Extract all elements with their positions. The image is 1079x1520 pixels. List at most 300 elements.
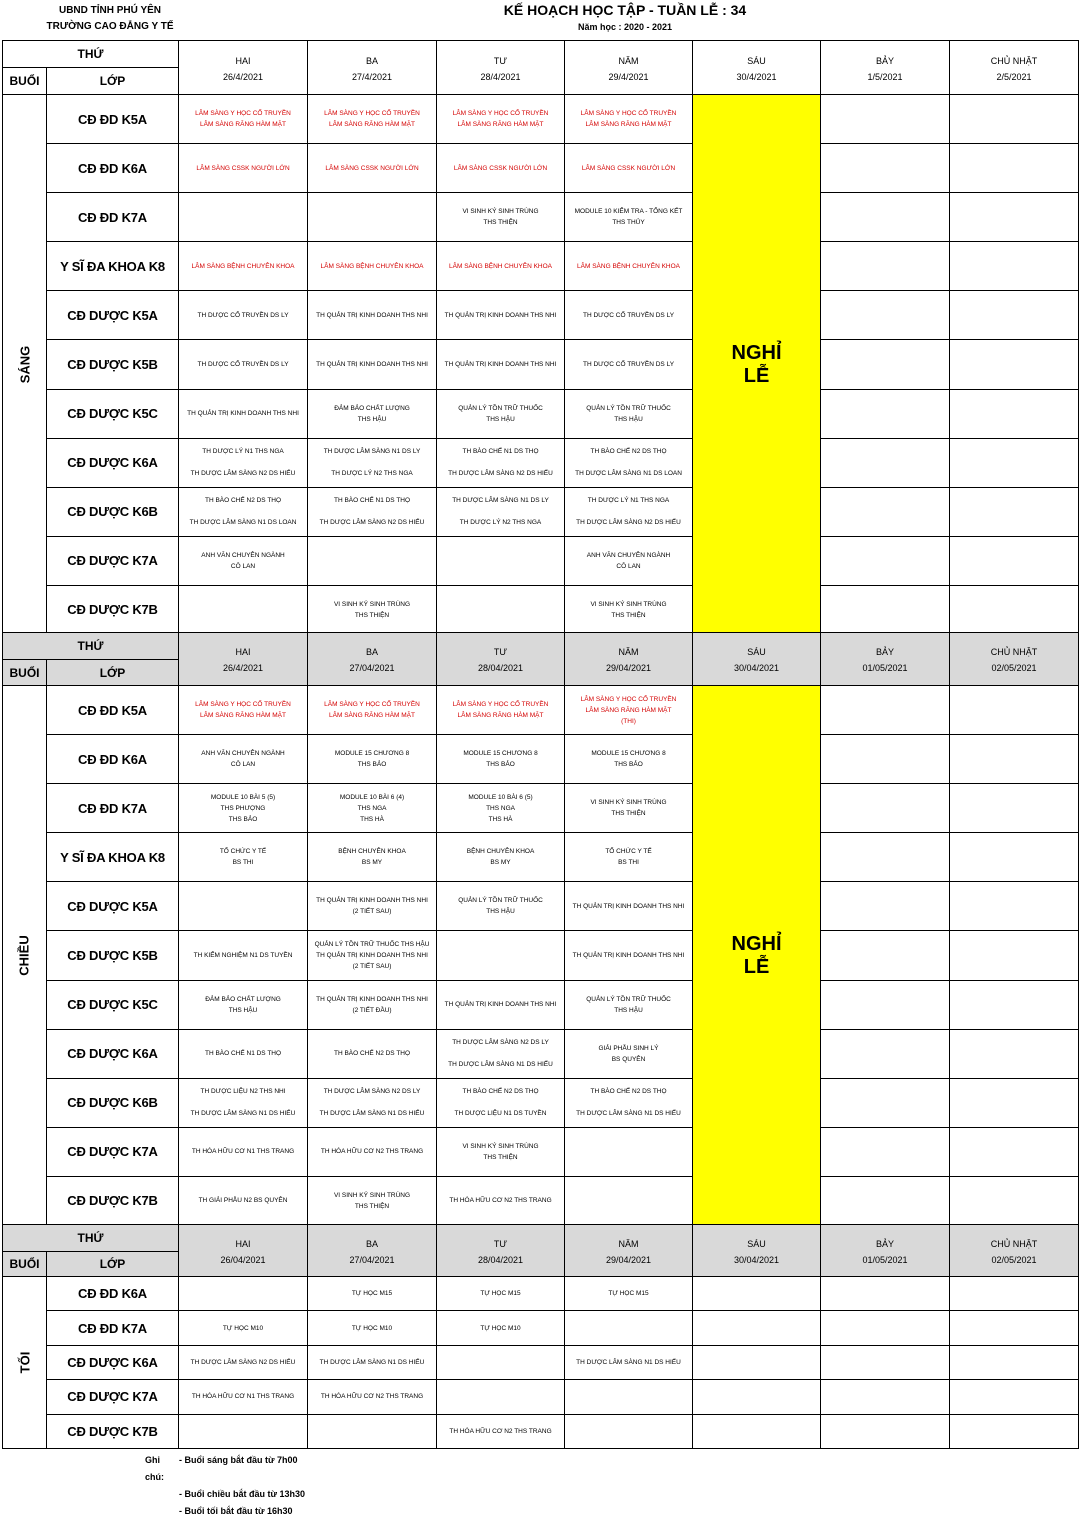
day-date: 02/05/2021	[991, 663, 1037, 673]
schedule-cell: TH BÀO CHẾ N2 DS THỌ TH DƯỢC LÂM SÀNG N1 DS LOAN	[179, 487, 308, 536]
table-row	[3, 536, 1079, 585]
schedule-cell: GIẢI PHẪU SINH LÝ BS QUYÊN	[565, 1029, 693, 1078]
schedule-cell: LÂM SÀNG CSSK NGƯỜI LỚN	[437, 144, 565, 193]
schedule-cell: LÂM SÀNG BỆNH CHUYÊN KHOA	[179, 242, 308, 291]
table-row	[3, 1078, 1079, 1127]
schedule-cell	[821, 1345, 950, 1379]
schedule-cell: MODULE 15 CHƯƠNG 8 THS BẢO	[308, 735, 437, 784]
class-name: CĐ ĐD K6A	[47, 735, 179, 784]
schedule-cell: LÂM SÀNG Y HỌC CỔ TRUYỀN LÂM SÀNG RĂNG HÀM MẶT	[437, 686, 565, 735]
schedule-cell	[821, 1277, 950, 1311]
schedule-cell	[950, 340, 1079, 389]
day-date: 27/04/2021	[349, 663, 395, 673]
class-name: CĐ ĐD K7A	[47, 1311, 179, 1345]
class-name: CĐ DƯỢC K7B	[47, 1414, 179, 1448]
org-line-1: UBND TỈNH PHÚ YÊN	[58, 5, 162, 16]
schedule-cell: VI SINH KÝ SINH TRÙNG THS THIỆN	[308, 1176, 437, 1225]
schedule-cell: TH BÀO CHẾ N2 DS THỌ	[308, 1029, 437, 1078]
schedule-cell: MODULE 10 BÀI 5 (5) THS PHƯỢNG THS BẢO	[179, 784, 308, 833]
schedule-cell	[950, 784, 1079, 833]
day-name: BA	[366, 55, 379, 66]
table-row	[3, 882, 1079, 931]
day-name: BA	[366, 647, 379, 657]
schedule-cell: MODULE 10 BÀI 6 (5) THS NGA THS HÀ	[437, 784, 565, 833]
day-date: 30/04/2021	[733, 1254, 780, 1265]
class-name: CĐ DƯỢC K7B	[47, 1176, 179, 1225]
schedule-cell: TH QUẢN TRỊ KINH DOANH THS NHI	[565, 882, 693, 931]
schedule-cell	[821, 1414, 950, 1448]
day-name: HAI	[235, 55, 251, 66]
schedule-cell	[950, 144, 1079, 193]
day-header	[179, 1225, 308, 1277]
session-label	[3, 1277, 47, 1449]
table-row	[3, 1380, 1079, 1414]
schedule-cell	[308, 193, 437, 242]
schedule-cell: TH QUẢN TRỊ KINH DOANH THS NHI	[437, 340, 565, 389]
holiday-text-bottom: LỄ	[743, 955, 770, 978]
schedule-cell	[950, 536, 1079, 585]
day-name: HAI	[235, 647, 251, 657]
table-row	[3, 438, 1079, 487]
schedule-table-toi	[2, 1224, 1079, 1449]
class-name: CĐ DƯỢC K5B	[47, 340, 179, 389]
schedule-cell	[950, 686, 1079, 735]
schedule-cell: TH DƯỢC LÂM SÀNG N1 DS HIẾU	[565, 1345, 693, 1379]
day-header	[565, 41, 693, 95]
table-row	[3, 585, 1079, 634]
schedule-cell	[821, 291, 950, 340]
schedule-cell: MODULE 15 CHƯƠNG 8 THS BẢO	[437, 735, 565, 784]
table-row	[3, 686, 1079, 735]
schedule-cell	[179, 882, 308, 931]
class-name: CĐ ĐD K7A	[47, 193, 179, 242]
day-date: 26/4/2021	[222, 71, 264, 82]
session-name: SÁNG	[17, 345, 32, 384]
schedule-cell: LÂM SÀNG Y HỌC CỔ TRUYỀN LÂM SÀNG RĂNG HÀM MẶT	[308, 95, 437, 144]
schedule-cell	[950, 1345, 1079, 1379]
note-line	[145, 1486, 305, 1503]
document-header	[0, 0, 1078, 40]
class-name: Y SĨ ĐA KHOA K8	[47, 833, 179, 882]
schedule-cell: LÂM SÀNG BỆNH CHUYÊN KHOA	[308, 242, 437, 291]
class-name: CĐ ĐD K5A	[47, 95, 179, 144]
schedule-cell	[179, 585, 308, 634]
schedule-cell	[821, 686, 950, 735]
schedule-cell: VI SINH KÝ SINH TRÙNG THS THIỆN	[565, 585, 693, 634]
schedule-cell: TH DƯỢC LÂM SÀNG N1 DS HIẾU	[308, 1345, 437, 1379]
day-header	[565, 633, 693, 686]
table-row	[3, 735, 1079, 784]
table-row	[3, 980, 1079, 1029]
schedule-cell: TH DƯỢC LÂM SÀNG N2 DS LY TH DƯỢC LÂM SÀNG N1 DS HIẾU	[308, 1078, 437, 1127]
schedule-cell: ĐẢM BẢO CHẤT LƯỢNG THS HẬU	[308, 389, 437, 438]
schedule-cell	[821, 438, 950, 487]
schedule-cell	[821, 735, 950, 784]
schedule-table-sang	[2, 40, 1079, 635]
class-name: CĐ DƯỢC K7A	[47, 536, 179, 585]
schedule-cell	[821, 980, 950, 1029]
day-header	[308, 41, 437, 95]
schedule-cell: TH HÓA HỮU CƠ N2 THS TRANG	[437, 1176, 565, 1225]
schedule-cell: VI SINH KÝ SINH TRÙNG THS THIỆN	[565, 784, 693, 833]
thu-label: THỨ	[3, 1225, 179, 1252]
day-header	[308, 633, 437, 686]
class-name: CĐ DƯỢC K5C	[47, 389, 179, 438]
class-name: CĐ DƯỢC K6B	[47, 487, 179, 536]
schedule-cell	[950, 1029, 1079, 1078]
schedule-cell: TỰ HỌC M15	[437, 1277, 565, 1311]
note-text: - Buổi tối bắt đầu từ 16h30	[179, 1506, 293, 1516]
schedule-cell	[950, 1078, 1079, 1127]
table-row	[3, 340, 1079, 389]
class-name: CĐ ĐD K6A	[47, 1277, 179, 1311]
day-date: 1/5/2021	[867, 71, 903, 82]
schedule-cell: TH DƯỢC LIỆU N2 THS NHI TH DƯỢC LÂM SÀNG N1 DS HIẾU	[179, 1078, 308, 1127]
day-date: 27/04/2021	[349, 1254, 395, 1265]
day-name: SÁU	[747, 647, 766, 657]
day-date: 28/4/2021	[480, 71, 521, 82]
schedule-cell	[950, 438, 1079, 487]
thu-label: THỨ	[3, 633, 179, 660]
schedule-cell	[565, 1380, 693, 1414]
day-date: 30/4/2021	[736, 71, 777, 82]
day-name: SÁU	[747, 55, 766, 66]
session-name: CHIỀU	[16, 935, 32, 976]
class-name: CĐ DƯỢC K6B	[47, 1078, 179, 1127]
schedule-cell	[821, 95, 950, 144]
schedule-cell: TH DƯỢC CỔ TRUYỀN DS LY	[565, 340, 693, 389]
schedule-cell	[821, 389, 950, 438]
schedule-cell: TH DƯỢC LÂM SÀNG N1 DS LY TH DƯỢC LÝ N2 THS NGA	[437, 487, 565, 536]
schedule-cell	[821, 1311, 950, 1345]
schedule-cell	[437, 585, 565, 634]
note-line	[145, 1503, 305, 1520]
schedule-cell: MODULE 15 CHƯƠNG 8 THS BẢO	[565, 735, 693, 784]
schedule-cell	[565, 1127, 693, 1176]
schedule-cell	[179, 1414, 308, 1448]
class-name: CĐ ĐD K6A	[47, 144, 179, 193]
schedule-cell	[950, 1277, 1079, 1311]
schedule-cell: TH QUẢN TRỊ KINH DOANH THS NHI (2 TIẾT ĐẦU)	[308, 980, 437, 1029]
day-header	[437, 1225, 565, 1277]
schedule-cell	[950, 1176, 1079, 1225]
schedule-cell: TỔ CHỨC Y TẾ BS THI	[179, 833, 308, 882]
schedule-cell	[950, 95, 1079, 144]
schedule-cell: VI SINH KÝ SINH TRÙNG THS THIỆN	[437, 193, 565, 242]
schedule-cell	[821, 882, 950, 931]
schedule-cell: TH BÀO CHẾ N1 DS THỌ	[179, 1029, 308, 1078]
schedule-cell: TH BÀO CHẾ N2 DS THỌ TH DƯỢC LIỆU N1 DS TUYỀN	[437, 1078, 565, 1127]
day-header	[821, 1225, 950, 1277]
note-line	[145, 1452, 305, 1486]
class-name: CĐ DƯỢC K5A	[47, 882, 179, 931]
schedule-cell	[950, 1311, 1079, 1345]
schedule-cell: QUẢN LÝ TỒN TRỮ THUỐC THS HẬU TH QUẢN TRỊ KINH DOANH THS NHI (2 TIẾT SAU)	[308, 931, 437, 980]
day-date: 30/04/2021	[733, 663, 780, 673]
schedule-cell	[821, 585, 950, 634]
schedule-cell	[950, 980, 1079, 1029]
schedule-cell: QUẢN LÝ TỒN TRỮ THUỐC THS HẬU	[565, 389, 693, 438]
table-row	[3, 144, 1079, 193]
schedule-table-chieu	[2, 632, 1079, 1226]
schedule-cell	[950, 291, 1079, 340]
table-row	[3, 1029, 1079, 1078]
table-row	[3, 193, 1079, 242]
page-title: KẾ HOẠCH HỌC TẬP - TUẦN LỄ : 34	[503, 2, 747, 18]
day-header	[950, 1225, 1079, 1277]
schedule-cell: LÂM SÀNG Y HỌC CỔ TRUYỀN LÂM SÀNG RĂNG HÀM MẶT	[437, 95, 565, 144]
schedule-cell	[693, 1277, 821, 1311]
class-name: CĐ DƯỢC K5B	[47, 931, 179, 980]
schedule-cell	[821, 193, 950, 242]
day-name: HAI	[235, 1238, 251, 1249]
schedule-cell: TH QUẢN TRỊ KINH DOANH THS NHI	[437, 291, 565, 340]
schedule-cell	[437, 931, 565, 980]
schedule-cell	[308, 536, 437, 585]
schedule-cell	[950, 487, 1079, 536]
schedule-cell: LÂM SÀNG CSSK NGƯỜI LỚN	[565, 144, 693, 193]
schedule-cell: TH DƯỢC LÂM SÀNG N2 DS LY TH DƯỢC LÂM SÀNG N1 DS HIẾU	[437, 1029, 565, 1078]
table-row	[3, 95, 1079, 144]
day-name: NĂM	[618, 55, 639, 66]
schedule-cell	[821, 144, 950, 193]
schedule-cell	[821, 487, 950, 536]
day-header	[693, 1225, 821, 1277]
day-date: 01/05/2021	[862, 663, 908, 673]
org-line-2: TRƯỜNG CAO ĐẲNG Y TẾ	[46, 21, 174, 32]
schedule-cell: QUẢN LÝ TỒN TRỮ THUỐC THS HẬU	[437, 882, 565, 931]
schedule-cell	[950, 833, 1079, 882]
schedule-cell	[437, 1345, 565, 1379]
schedule-cell: TH HÓA HỮU CƠ N1 THS TRANG	[179, 1127, 308, 1176]
schedule-cell: TH DƯỢC CỔ TRUYỀN DS LY	[179, 340, 308, 389]
schedule-cell: TH BÀO CHẾ N1 DS THỌ TH DƯỢC LÂM SÀNG N2 DS HIẾU	[308, 487, 437, 536]
schedule-cell: TH GIẢI PHẪU N2 BS QUYÊN	[179, 1176, 308, 1225]
schedule-cell: MODULE 10 KIỂM TRA - TỔNG KẾT THS THỦY	[565, 193, 693, 242]
schedule-cell	[950, 882, 1079, 931]
day-name: TƯ	[493, 1238, 508, 1249]
schedule-cell	[950, 193, 1079, 242]
schedule-cell	[821, 1029, 950, 1078]
holiday-text-top: NGHỈ	[731, 932, 782, 955]
schedule-cell: TH HÓA HỮU CƠ N2 THS TRANG	[308, 1380, 437, 1414]
schedule-cell: TH QUẢN TRỊ KINH DOANH THS NHI	[308, 291, 437, 340]
schedule-cell: TH DƯỢC LÝ N1 THS NGA TH DƯỢC LÂM SÀNG N2 DS HIẾU	[565, 487, 693, 536]
schedule-cell	[950, 242, 1079, 291]
schedule-cell	[950, 931, 1079, 980]
session-label	[3, 686, 47, 1226]
day-header	[693, 41, 821, 95]
class-name: CĐ ĐD K7A	[47, 784, 179, 833]
schedule-cell: QUẢN LÝ TỒN TRỮ THUỐC THS HẬU	[565, 980, 693, 1029]
school-year: Năm học : 2020 - 2021	[577, 22, 673, 32]
schedule-cell	[821, 1127, 950, 1176]
schedule-cell: LÂM SÀNG CSSK NGƯỜI LỚN	[308, 144, 437, 193]
day-name: SÁU	[747, 1238, 766, 1249]
day-date: 2/5/2021	[996, 71, 1032, 82]
class-name: CĐ DƯỢC K5A	[47, 291, 179, 340]
day-date: 26/04/2021	[220, 1254, 266, 1265]
class-name: CĐ DƯỢC K5C	[47, 980, 179, 1029]
schedule-cell	[821, 833, 950, 882]
table-row	[3, 931, 1079, 980]
day-name: CHỦ NHẬT	[990, 647, 1038, 657]
day-header	[950, 41, 1079, 95]
schedule-cell: LÂM SÀNG Y HỌC CỔ TRUYỀN LÂM SÀNG RĂNG HÀM MẶT	[308, 686, 437, 735]
schedule-cell	[693, 1311, 821, 1345]
schedule-cell: ĐẢM BẢO CHẤT LƯỢNG THS HẬU	[179, 980, 308, 1029]
table-row	[3, 1311, 1079, 1345]
day-header	[821, 633, 950, 686]
schedule-cell	[950, 1127, 1079, 1176]
schedule-cell	[179, 1277, 308, 1311]
table-row	[3, 389, 1079, 438]
schedule-cell	[437, 536, 565, 585]
day-date: 02/05/2021	[991, 1254, 1037, 1265]
day-date: 26/4/2021	[222, 663, 264, 673]
day-name: BẢY	[876, 647, 895, 657]
schedule-cell: LÂM SÀNG BỆNH CHUYÊN KHOA	[437, 242, 565, 291]
schedule-cell	[950, 1380, 1079, 1414]
day-name: NĂM	[618, 1238, 639, 1249]
schedule-cell	[821, 931, 950, 980]
schedule-cell: VI SINH KÝ SINH TRÙNG THS THIỆN	[437, 1127, 565, 1176]
day-name: BẢY	[876, 55, 895, 66]
schedule-cell: TH QUẢN TRỊ KINH DOANH THS NHI	[437, 980, 565, 1029]
schedule-cell: TH HÓA HỮU CƠ N2 THS TRANG	[437, 1414, 565, 1448]
schedule-cell	[821, 536, 950, 585]
notes-label: Ghi chú:	[145, 1455, 164, 1482]
schedule-cell: TH KIỂM NGHIỆM N1 DS TUYỀN	[179, 931, 308, 980]
class-name: CĐ ĐD K5A	[47, 686, 179, 735]
note-text: - Buổi sáng bắt đầu từ 7h00	[179, 1455, 298, 1465]
class-name: Y SĨ ĐA KHOA K8	[47, 242, 179, 291]
table-row	[3, 833, 1079, 882]
buoi-label: BUỔI	[3, 660, 47, 686]
day-header	[179, 41, 308, 95]
table-row	[3, 1345, 1079, 1379]
schedule-cell: MODULE 10 BÀI 6 (4) THS NGA THS HÀ	[308, 784, 437, 833]
schedule-cell	[950, 735, 1079, 784]
schedule-cell	[565, 1311, 693, 1345]
schedule-cell: TH DƯỢC LÂM SÀNG N1 DS LY TH DƯỢC LÝ N2 THS NGA	[308, 438, 437, 487]
day-date: 28/04/2021	[477, 1254, 524, 1265]
schedule-cell: TH HÓA HỮU CƠ N1 THS TRANG	[179, 1380, 308, 1414]
class-name: CĐ DƯỢC K7B	[47, 585, 179, 634]
day-date: 27/4/2021	[351, 71, 393, 82]
schedule-cell: LÂM SÀNG Y HỌC CỔ TRUYỀN LÂM SÀNG RĂNG HÀM MẶT (THI)	[565, 686, 693, 735]
day-name: CHỦ NHẬT	[990, 1238, 1038, 1249]
day-name: CHỦ NHẬT	[990, 55, 1038, 66]
day-name: NĂM	[618, 647, 639, 657]
schedule-cell	[693, 1345, 821, 1379]
class-name: CĐ DƯỢC K6A	[47, 438, 179, 487]
lop-label: LỚP	[47, 68, 179, 95]
schedule-cell: TH QUẢN TRỊ KINH DOANH THS NHI (2 TIẾT SAU)	[308, 882, 437, 931]
day-header	[565, 1225, 693, 1277]
schedule-cell: TH QUẢN TRỊ KINH DOANH THS NHI	[179, 389, 308, 438]
day-header	[693, 633, 821, 686]
buoi-label: BUỔI	[3, 1252, 47, 1277]
day-header	[437, 633, 565, 686]
schedule-cell: TH DƯỢC LÝ N1 THS NGA TH DƯỢC LÂM SÀNG N2 DS HIẾU	[179, 438, 308, 487]
day-header	[437, 41, 565, 95]
schedule-cell: TỰ HỌC M10	[308, 1311, 437, 1345]
class-name: CĐ DƯỢC K6A	[47, 1345, 179, 1379]
schedule-cell	[821, 242, 950, 291]
table-row	[3, 291, 1079, 340]
day-date: 01/05/2021	[862, 1254, 908, 1265]
day-date: 29/4/2021	[608, 71, 649, 82]
notes-block	[145, 1452, 305, 1520]
table-row	[3, 1414, 1079, 1448]
session-name: TỐI	[16, 1351, 32, 1374]
schedule-cell: ANH VĂN CHUYÊN NGÀNH CÔ LAN	[179, 536, 308, 585]
table-row	[3, 1127, 1079, 1176]
schedule-cell: TỰ HỌC M10	[437, 1311, 565, 1345]
table-row	[3, 784, 1079, 833]
schedule-cell: TH HÓA HỮU CƠ N2 THS TRANG	[308, 1127, 437, 1176]
table-row	[3, 242, 1079, 291]
day-name: TƯ	[493, 647, 508, 657]
schedule-cell	[821, 1380, 950, 1414]
buoi-label: BUỔI	[3, 68, 47, 95]
schedule-cell: TH BÀO CHẾ N1 DS THỌ TH DƯỢC LÂM SÀNG N2 DS HIẾU	[437, 438, 565, 487]
schedule-cell: QUẢN LÝ TỒN TRỮ THUỐC THS HẬU	[437, 389, 565, 438]
schedule-cell	[565, 1414, 693, 1448]
table-row	[3, 1176, 1079, 1225]
day-header	[950, 633, 1079, 686]
schedule-cell: TỰ HỌC M15	[308, 1277, 437, 1311]
schedule-cell: TỔ CHỨC Y TẾ BS THI	[565, 833, 693, 882]
table-row	[3, 487, 1079, 536]
schedule-cell	[821, 1078, 950, 1127]
class-name: CĐ DƯỢC K7A	[47, 1380, 179, 1414]
day-name: BẢY	[876, 1238, 895, 1249]
day-header	[179, 633, 308, 686]
session-label	[3, 95, 47, 635]
schedule-cell	[950, 1414, 1079, 1448]
schedule-cell: LÂM SÀNG Y HỌC CỔ TRUYỀN LÂM SÀNG RĂNG HÀM MẶT	[179, 95, 308, 144]
schedule-cell: BỆNH CHUYÊN KHOA BS MY	[437, 833, 565, 882]
schedule-cell: TH DƯỢC CỔ TRUYỀN DS LY	[179, 291, 308, 340]
day-header	[308, 1225, 437, 1277]
thu-label: THỨ	[3, 41, 179, 68]
schedule-cell: TH QUẢN TRỊ KINH DOANH THS NHI	[565, 931, 693, 980]
schedule-cell	[821, 1176, 950, 1225]
schedule-cell	[693, 1380, 821, 1414]
day-header	[821, 41, 950, 95]
schedule-cell: BỆNH CHUYÊN KHOA BS MY	[308, 833, 437, 882]
schedule-cell: LÂM SÀNG Y HỌC CỔ TRUYỀN LÂM SÀNG RĂNG HÀM MẶT	[179, 686, 308, 735]
schedule-cell: VI SINH KÝ SINH TRÙNG THS THIỆN	[308, 585, 437, 634]
schedule-cell	[437, 1380, 565, 1414]
schedule-cell: TH BÀO CHẾ N2 DS THỌ TH DƯỢC LÂM SÀNG N1 DS HIẾU	[565, 1078, 693, 1127]
schedule-cell	[950, 585, 1079, 634]
table-row	[3, 1277, 1079, 1311]
schedule-cell	[821, 340, 950, 389]
schedule-cell	[565, 1176, 693, 1225]
schedule-cell: ANH VĂN CHUYÊN NGÀNH CÔ LAN	[179, 735, 308, 784]
schedule-cell: LÂM SÀNG Y HỌC CỔ TRUYỀN LÂM SÀNG RĂNG HÀM MẶT	[565, 95, 693, 144]
holiday-cell	[693, 686, 821, 1226]
lop-label: LỚP	[47, 660, 179, 686]
day-date: 29/04/2021	[605, 1254, 652, 1265]
class-name: CĐ DƯỢC K6A	[47, 1029, 179, 1078]
note-text: - Buổi chiều bắt đầu từ 13h30	[179, 1489, 306, 1499]
schedule-cell: TH QUẢN TRỊ KINH DOANH THS NHI	[308, 340, 437, 389]
day-date: 28/04/2021	[477, 663, 524, 673]
